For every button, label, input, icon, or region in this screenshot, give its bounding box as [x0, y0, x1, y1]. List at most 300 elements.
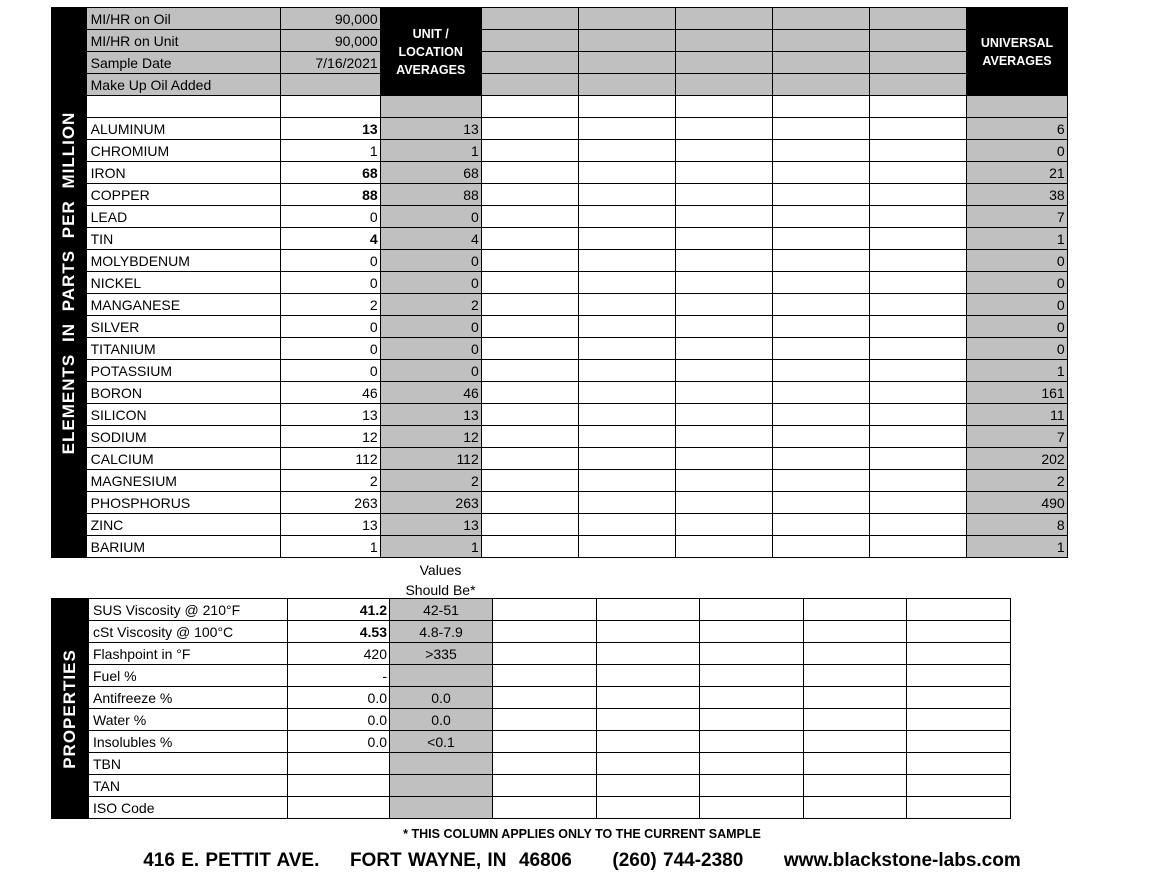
history-cell — [481, 206, 578, 228]
history-cell — [675, 250, 772, 272]
history-cell — [579, 74, 676, 96]
element-value: 13 — [280, 118, 380, 140]
history-cell — [675, 52, 772, 74]
history-cell — [493, 797, 597, 819]
history-cell — [773, 338, 870, 360]
history-cell — [700, 797, 804, 819]
history-cell — [869, 492, 966, 514]
history-cell — [804, 621, 907, 643]
element-value: 13 — [280, 514, 380, 536]
property-name: Fuel % — [89, 665, 288, 687]
element-value: 68 — [280, 162, 380, 184]
history-cell — [481, 228, 578, 250]
history-cell — [773, 74, 870, 96]
element-unit-average: 263 — [380, 492, 481, 514]
element-name: POTASSIUM — [86, 360, 280, 382]
property-row — [52, 599, 1011, 621]
history-cell — [579, 448, 676, 470]
history-cell — [907, 687, 1011, 709]
history-cell — [579, 470, 676, 492]
history-cell — [493, 731, 597, 753]
element-row — [52, 272, 1164, 294]
element-row — [52, 470, 1164, 492]
properties-table — [51, 598, 1011, 819]
element-name: PHOSPHORUS — [86, 492, 280, 514]
history-cell — [869, 250, 966, 272]
element-value: 12 — [280, 426, 380, 448]
element-row — [52, 228, 1164, 250]
history-cell — [869, 228, 966, 250]
history-cell — [804, 643, 907, 665]
element-value: 0 — [280, 250, 380, 272]
history-cell — [907, 643, 1011, 665]
element-unit-average: 0 — [380, 360, 481, 382]
history-cell — [579, 382, 676, 404]
header-row — [52, 8, 1164, 30]
element-value: 263 — [280, 492, 380, 514]
spacer-cell — [675, 96, 772, 118]
property-name: Antifreeze % — [89, 687, 288, 709]
spacer-cell — [380, 96, 481, 118]
history-cell — [700, 753, 804, 775]
history-cell — [773, 294, 870, 316]
element-universal-average: 7 — [967, 206, 1067, 228]
history-cell — [773, 184, 870, 206]
history-cell — [481, 426, 578, 448]
element-universal-average: 0 — [967, 294, 1067, 316]
header-value — [280, 74, 380, 96]
element-value: 112 — [280, 448, 380, 470]
element-name: BARIUM — [86, 536, 280, 558]
history-cell — [907, 665, 1011, 687]
spacer-cell — [579, 96, 676, 118]
history-cell — [869, 536, 966, 558]
history-cell — [675, 8, 772, 30]
element-name: SODIUM — [86, 426, 280, 448]
property-row — [52, 797, 1011, 819]
history-cell — [493, 753, 597, 775]
element-universal-average: 0 — [967, 272, 1067, 294]
element-universal-average: 0 — [967, 316, 1067, 338]
history-cell — [773, 426, 870, 448]
footer-city: FORT WAYNE, IN 46806 — [349, 850, 572, 871]
element-universal-average: 11 — [967, 404, 1067, 426]
property-name: Insolubles % — [89, 731, 288, 753]
history-cell — [773, 470, 870, 492]
history-cell — [481, 382, 578, 404]
history-cell — [597, 665, 700, 687]
element-unit-average: 1 — [380, 536, 481, 558]
element-row — [52, 426, 1164, 448]
history-cell — [597, 797, 700, 819]
history-cell — [579, 492, 676, 514]
property-should-be: >335 — [390, 643, 493, 665]
element-unit-average: 0 — [380, 316, 481, 338]
element-value: 2 — [280, 470, 380, 492]
element-unit-average: 112 — [380, 448, 481, 470]
history-cell — [675, 294, 772, 316]
history-cell — [869, 184, 966, 206]
element-name: TITANIUM — [86, 338, 280, 360]
element-name: CALCIUM — [86, 448, 280, 470]
property-should-be: 42-51 — [390, 599, 493, 621]
element-row — [52, 184, 1164, 206]
header-label: MI/HR on Unit — [86, 30, 280, 52]
element-universal-average: 0 — [967, 250, 1067, 272]
history-cell — [579, 8, 676, 30]
history-cell — [675, 184, 772, 206]
property-should-be — [390, 797, 493, 819]
element-row — [52, 514, 1164, 536]
history-cell — [481, 8, 578, 30]
history-cell — [869, 206, 966, 228]
history-cell — [675, 162, 772, 184]
history-cell — [869, 30, 966, 52]
history-cell — [493, 709, 597, 731]
history-cell — [869, 360, 966, 382]
history-cell — [493, 775, 597, 797]
history-cell — [493, 599, 597, 621]
element-row — [52, 404, 1164, 426]
property-value: 420 — [288, 643, 390, 665]
element-unit-average: 0 — [380, 272, 481, 294]
history-cell — [869, 52, 966, 74]
history-cell — [597, 687, 700, 709]
history-cell — [700, 709, 804, 731]
history-cell — [493, 621, 597, 643]
element-row — [52, 140, 1164, 162]
element-universal-average: 8 — [967, 514, 1067, 536]
element-universal-average: 7 — [967, 426, 1067, 448]
element-row — [52, 382, 1164, 404]
element-row — [52, 316, 1164, 338]
header-label: Make Up Oil Added — [86, 74, 280, 96]
property-row — [52, 643, 1011, 665]
history-cell — [579, 272, 676, 294]
history-cell — [773, 162, 870, 184]
property-row — [52, 687, 1011, 709]
history-cell — [675, 404, 772, 426]
history-cell — [579, 360, 676, 382]
element-unit-average: 2 — [380, 294, 481, 316]
history-cell — [579, 52, 676, 74]
properties-sidebar — [52, 599, 89, 819]
property-value: 0.0 — [288, 709, 390, 731]
history-cell — [804, 687, 907, 709]
history-cell — [675, 360, 772, 382]
element-value: 0 — [280, 316, 380, 338]
history-cell — [907, 775, 1011, 797]
element-universal-average: 202 — [967, 448, 1067, 470]
property-name: TAN — [89, 775, 288, 797]
element-name: SILICON — [86, 404, 280, 426]
history-cell — [579, 184, 676, 206]
header-value: 90,000 — [280, 8, 380, 30]
history-cell — [675, 338, 772, 360]
history-cell — [869, 382, 966, 404]
header-label: Sample Date — [86, 52, 280, 74]
element-universal-average: 1 — [967, 360, 1067, 382]
element-row — [52, 492, 1164, 514]
history-cell — [804, 775, 907, 797]
history-cell — [597, 709, 700, 731]
history-cell — [869, 140, 966, 162]
property-value — [288, 753, 390, 775]
history-cell — [481, 448, 578, 470]
history-cell — [579, 206, 676, 228]
history-cell — [675, 426, 772, 448]
history-cell — [773, 514, 870, 536]
history-cell — [869, 8, 966, 30]
history-cell — [675, 206, 772, 228]
property-should-be: 0.0 — [390, 709, 493, 731]
spacer-cell — [869, 96, 966, 118]
elements-table — [51, 7, 1164, 558]
history-cell — [804, 665, 907, 687]
history-cell — [869, 162, 966, 184]
property-should-be: <0.1 — [390, 731, 493, 753]
footer-website: www.blackstone-labs.com — [783, 850, 1021, 871]
history-cell — [675, 74, 772, 96]
property-should-be: 0.0 — [390, 687, 493, 709]
element-universal-average: 1 — [967, 536, 1067, 558]
history-cell — [907, 599, 1011, 621]
history-cell — [481, 52, 578, 74]
history-cell — [773, 206, 870, 228]
history-cell — [675, 448, 772, 470]
element-name: TIN — [86, 228, 280, 250]
history-cell — [773, 52, 870, 74]
history-cell — [481, 536, 578, 558]
element-name: COPPER — [86, 184, 280, 206]
history-cell — [869, 404, 966, 426]
property-name: SUS Viscosity @ 210°F — [89, 599, 288, 621]
element-universal-average: 1 — [967, 228, 1067, 250]
element-unit-average: 13 — [380, 514, 481, 536]
history-cell — [579, 30, 676, 52]
property-value: 0.0 — [288, 687, 390, 709]
history-cell — [773, 404, 870, 426]
history-cell — [579, 228, 676, 250]
history-cell — [869, 338, 966, 360]
element-name: NICKEL — [86, 272, 280, 294]
elements-sidebar — [52, 8, 87, 558]
element-unit-average: 68 — [380, 162, 481, 184]
property-row — [52, 775, 1011, 797]
history-cell — [675, 30, 772, 52]
history-cell — [869, 448, 966, 470]
element-row — [52, 294, 1164, 316]
element-value: 46 — [280, 382, 380, 404]
spacer-cell — [481, 96, 578, 118]
history-cell — [773, 360, 870, 382]
history-cell — [773, 250, 870, 272]
history-cell — [579, 514, 676, 536]
history-cell — [675, 316, 772, 338]
history-cell — [597, 775, 700, 797]
history-cell — [579, 162, 676, 184]
history-cell — [481, 162, 578, 184]
universal-averages-header: UNIVERSAL AVERAGES — [967, 8, 1067, 96]
history-cell — [675, 514, 772, 536]
property-value: 4.53 — [288, 621, 390, 643]
history-cell — [773, 272, 870, 294]
values-should-be-label: Values Should Be* — [405, 562, 476, 598]
history-cell — [493, 687, 597, 709]
element-row — [52, 250, 1164, 272]
element-value: 0 — [280, 338, 380, 360]
history-cell — [579, 404, 676, 426]
element-name: ALUMINUM — [86, 118, 280, 140]
history-cell — [481, 338, 578, 360]
history-cell — [481, 470, 578, 492]
element-universal-average: 21 — [967, 162, 1067, 184]
element-name: SILVER — [86, 316, 280, 338]
history-cell — [481, 360, 578, 382]
element-universal-average: 0 — [967, 338, 1067, 360]
history-cell — [907, 621, 1011, 643]
history-cell — [481, 74, 578, 96]
element-universal-average: 161 — [967, 382, 1067, 404]
property-should-be — [390, 775, 493, 797]
history-cell — [700, 731, 804, 753]
history-cell — [481, 118, 578, 140]
history-cell — [597, 643, 700, 665]
history-cell — [773, 382, 870, 404]
history-cell — [773, 228, 870, 250]
element-unit-average: 46 — [380, 382, 481, 404]
element-unit-average: 0 — [380, 206, 481, 228]
element-universal-average: 2 — [967, 470, 1067, 492]
history-cell — [579, 316, 676, 338]
element-name: LEAD — [86, 206, 280, 228]
history-cell — [579, 338, 676, 360]
history-cell — [481, 250, 578, 272]
element-universal-average: 6 — [967, 118, 1067, 140]
history-cell — [773, 118, 870, 140]
element-name: IRON — [86, 162, 280, 184]
property-name: ISO Code — [89, 797, 288, 819]
history-cell — [700, 687, 804, 709]
history-cell — [579, 118, 676, 140]
element-universal-average: 490 — [967, 492, 1067, 514]
history-cell — [597, 731, 700, 753]
history-cell — [675, 536, 772, 558]
element-row — [52, 536, 1164, 558]
history-cell — [907, 709, 1011, 731]
history-cell — [804, 599, 907, 621]
history-cell — [481, 30, 578, 52]
history-cell — [773, 536, 870, 558]
history-cell — [700, 665, 804, 687]
history-cell — [907, 797, 1011, 819]
footnote: * THIS COLUMN APPLIES ONLY TO THE CURRENT SAMPLE — [403, 827, 761, 841]
history-cell — [700, 775, 804, 797]
history-cell — [481, 294, 578, 316]
property-should-be: 4.8-7.9 — [390, 621, 493, 643]
element-unit-average: 13 — [380, 118, 481, 140]
property-name: Water % — [89, 709, 288, 731]
element-unit-average: 2 — [380, 470, 481, 492]
history-cell — [804, 797, 907, 819]
history-cell — [773, 492, 870, 514]
element-value: 0 — [280, 206, 380, 228]
history-cell — [869, 272, 966, 294]
property-value — [288, 775, 390, 797]
element-name: MAGNESIUM — [86, 470, 280, 492]
history-cell — [869, 470, 966, 492]
history-cell — [579, 426, 676, 448]
element-unit-average: 88 — [380, 184, 481, 206]
element-name: MANGANESE — [86, 294, 280, 316]
history-cell — [597, 621, 700, 643]
header-label: MI/HR on Oil — [86, 8, 280, 30]
element-name: MOLYBDENUM — [86, 250, 280, 272]
history-cell — [700, 599, 804, 621]
spacer-row — [52, 96, 1164, 118]
property-name: TBN — [89, 753, 288, 775]
history-cell — [481, 514, 578, 536]
history-cell — [675, 272, 772, 294]
property-value: 41.2 — [288, 599, 390, 621]
element-universal-average: 38 — [967, 184, 1067, 206]
element-value: 0 — [280, 360, 380, 382]
header-value: 7/16/2021 — [280, 52, 380, 74]
unit-location-averages-header: UNIT / LOCATION AVERAGES — [380, 8, 481, 96]
history-cell — [773, 30, 870, 52]
spacer-cell — [280, 96, 380, 118]
history-cell — [579, 250, 676, 272]
history-cell — [869, 74, 966, 96]
history-cell — [675, 140, 772, 162]
history-cell — [675, 118, 772, 140]
history-cell — [481, 140, 578, 162]
history-cell — [804, 731, 907, 753]
history-cell — [481, 272, 578, 294]
history-cell — [597, 599, 700, 621]
property-name: cSt Viscosity @ 100°C — [89, 621, 288, 643]
element-unit-average: 13 — [380, 404, 481, 426]
history-cell — [907, 731, 1011, 753]
history-cell — [493, 665, 597, 687]
element-row — [52, 338, 1164, 360]
history-cell — [481, 316, 578, 338]
history-cell — [700, 621, 804, 643]
header-value: 90,000 — [280, 30, 380, 52]
element-row — [52, 118, 1164, 140]
element-unit-average: 0 — [380, 250, 481, 272]
footer-phone: (260) 744-2380 — [612, 850, 744, 871]
element-name: BORON — [86, 382, 280, 404]
element-value: 1 — [280, 536, 380, 558]
history-cell — [481, 404, 578, 426]
element-value: 13 — [280, 404, 380, 426]
spacer-cell — [967, 96, 1067, 118]
element-value: 4 — [280, 228, 380, 250]
element-value: 0 — [280, 272, 380, 294]
property-value: 0.0 — [288, 731, 390, 753]
property-row — [52, 665, 1011, 687]
property-row — [52, 621, 1011, 643]
element-unit-average: 0 — [380, 338, 481, 360]
element-row — [52, 360, 1164, 382]
footer-address: 416 E. PETTIT AVE. — [143, 850, 320, 871]
history-cell — [773, 8, 870, 30]
element-unit-average: 12 — [380, 426, 481, 448]
element-unit-average: 1 — [380, 140, 481, 162]
history-cell — [773, 448, 870, 470]
history-cell — [907, 753, 1011, 775]
